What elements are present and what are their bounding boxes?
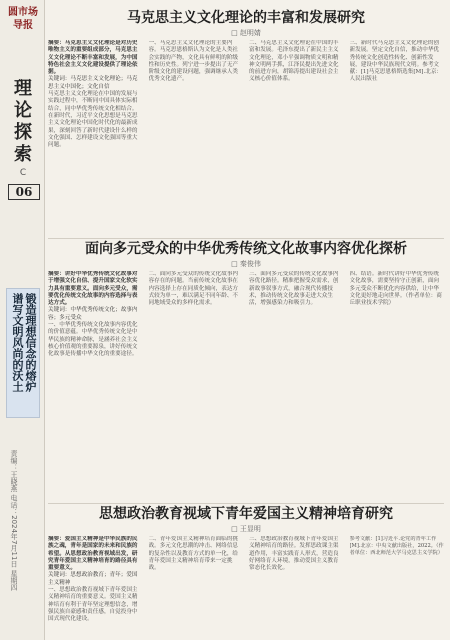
- article-3-col-2: [149, 536, 244, 624]
- article-1-col-2: [149, 40, 244, 149]
- article-1-text-1: 马克思主义文化理论在中国的发展与实践过程中，不断同中国具体实际相结合，同中华优秀传统文化相结合。在新时代，习近平文化思想是马克思主义文化理论中国化时代化的最新成果，深刻回答了新时代建设什么样的文化强国、怎样建设文化强国等重大问题。: [48, 91, 138, 149]
- article-1-text-3: 二、马克思主义文化理论在中国的丰富和发展。毛泽东提出了新民主主义文化理论，邓小平强调物质文明和精神文明两手抓，江泽民提出先进文化的前进方向，胡锦涛提出建设社会主义核心价值体系。: [249, 40, 339, 83]
- article-1: [48, 8, 444, 234]
- article-1-title: 马克思主义文化理论的丰富和发展研究: [127, 10, 365, 26]
- article-3-keywords: 关键词：思想政治教育；青年；爱国主义精神: [48, 572, 138, 586]
- article-2-title: 面向多元受众的中华优秀传统文化故事内容优化探析: [85, 241, 407, 257]
- article-2-col-4: [350, 271, 445, 359]
- article-1-abstract: 摘要：马克思主义文化理论是对历史唯物主义的重要组成部分，马克思主义文化理论不断丰富和发展，为中国特色社会主义文化建设提供了理论依据。: [48, 40, 138, 76]
- article-3-author: □ 王显明: [231, 525, 261, 533]
- article-3-text-3: 三、思想政治教育视域下青年爱国主义精神培育的路径。发挥思政课主渠道作用，丰富实践育人形式，营造良好网络育人环境，推动爱国主义教育常态化长效化。: [249, 536, 339, 572]
- article-1-col-1: [48, 40, 143, 149]
- article-3-title: 思想政治教育视域下青年爱国主义精神培育研究: [99, 506, 393, 522]
- article-2: [48, 238, 444, 501]
- article-2-keywords: 关键词：中华优秀传统文化；故事内容；多元受众: [48, 307, 138, 321]
- article-3-body: [48, 536, 444, 624]
- article-3-text-2: 二、青年爱国主义精神培育面临的挑战。多元文化思潮的冲击、网络信息的复杂性以及教育方式的单一化，给青年爱国主义精神培育带来一定挑战。: [148, 536, 239, 572]
- article-1-body: [48, 40, 444, 149]
- slogan-banner: 锻造理想信念的熔炉 谱写文明风尚的沃土: [6, 288, 40, 418]
- article-2-col-2: [149, 271, 244, 359]
- article-3: [48, 503, 444, 639]
- article-2-text-2: 二、面向多元受众的传统文化故事内容存在的问题。当前传统文化故事在内容选择上存在同质化倾向，表达方式较为单一，难以满足不同年龄、不同地域受众的多样化需求。: [148, 271, 239, 307]
- article-2-text-3: 三、面向多元受众的传统文化故事内容优化路径。精准把握受众需求，创新故事叙事方式，融合现代传播技术，推动传统文化故事走进大众生活，增强感染力和吸引力。: [249, 271, 339, 307]
- article-2-col-1: [48, 271, 143, 359]
- newspaper-logo: 圆市场导报: [8, 7, 38, 31]
- article-2-text-4: 四、结语。新时代讲好中华优秀传统文化故事，需要坚持守正创新，面向多元受众不断优化内容供给，让中华文化更好地走向世界。（作者单位：商丘职业技术学院）: [349, 271, 442, 307]
- sidebar: [0, 0, 45, 640]
- article-1-col-4: [350, 40, 445, 149]
- article-3-text-4: 参考文献：[1]习近平.论党的青年工作[M].北京：中央文献出版社，2022。（作者单位：西北师范大学马克思主义学院）: [349, 536, 444, 556]
- article-3-col-3: [249, 536, 344, 624]
- article-2-col-3: [249, 271, 344, 359]
- article-2-body: [48, 271, 444, 359]
- article-2-text-1: 一、中华优秀传统文化故事内容优化的价值意蕴。中华优秀传统文化是中华民族的精神命脉，是涵养社会主义核心价值观的重要源泉，讲好传统文化故事是传播中华文化的重要途径。: [48, 322, 138, 358]
- article-3-col-4: [350, 536, 445, 624]
- section-title: 理论探索: [14, 78, 32, 165]
- article-3-abstract: 摘要：爱国主义精神是中华民族的民族之魂，青年是国家的未来和民族的希望。从思想政治教育视域出发，研究青年爱国主义精神培育的路径具有重要意义。: [48, 536, 138, 572]
- article-3-text-1: 一、思想政治教育视域下青年爱国主义精神培育的重要意义。爱国主义精神培育有利于青年坚定理想信念，增强民族自豪感和责任感，自觉投身中国式现代化建设。: [48, 587, 138, 623]
- article-1-col-3: [249, 40, 344, 149]
- page-meta: 责编：王晓燕 电话：2024年7月11日 星期四: [10, 450, 18, 591]
- article-1-text-4: 三、新时代马克思主义文化理论的创新发展。坚定文化自信，推动中华优秀传统文化创造性转化、创新性发展，建设中华民族现代文明。参考文献：[1]马克思恩格斯选集[M].北京：人民出版社: [349, 40, 443, 83]
- page-number-badge: 06: [8, 184, 40, 200]
- section-code: C: [19, 168, 27, 178]
- article-1-text-2: 一、马克思主义文化理论的主要内容。马克思恩格斯认为文化是人类社会实践的产物，文化具有鲜明的阶级性和历史性。列宁进一步提出了无产阶级文化的建设问题，强调继承人类优秀文化遗产。: [148, 40, 239, 83]
- article-3-col-1: [48, 536, 143, 624]
- article-2-abstract: 摘要：讲好中华优秀传统文化故事对于增强文化自信、提升国家文化软实力具有重要意义。面向多元受众，需要优化传统文化故事的内容选择与表达方式。: [48, 271, 138, 307]
- article-1-author: □ 赵明婧: [231, 29, 261, 37]
- article-1-keywords: 关键词：马克思主义文化理论；马克思主义中国化；文化自信: [48, 76, 138, 90]
- article-2-author: □ 秦俊伟: [231, 260, 261, 268]
